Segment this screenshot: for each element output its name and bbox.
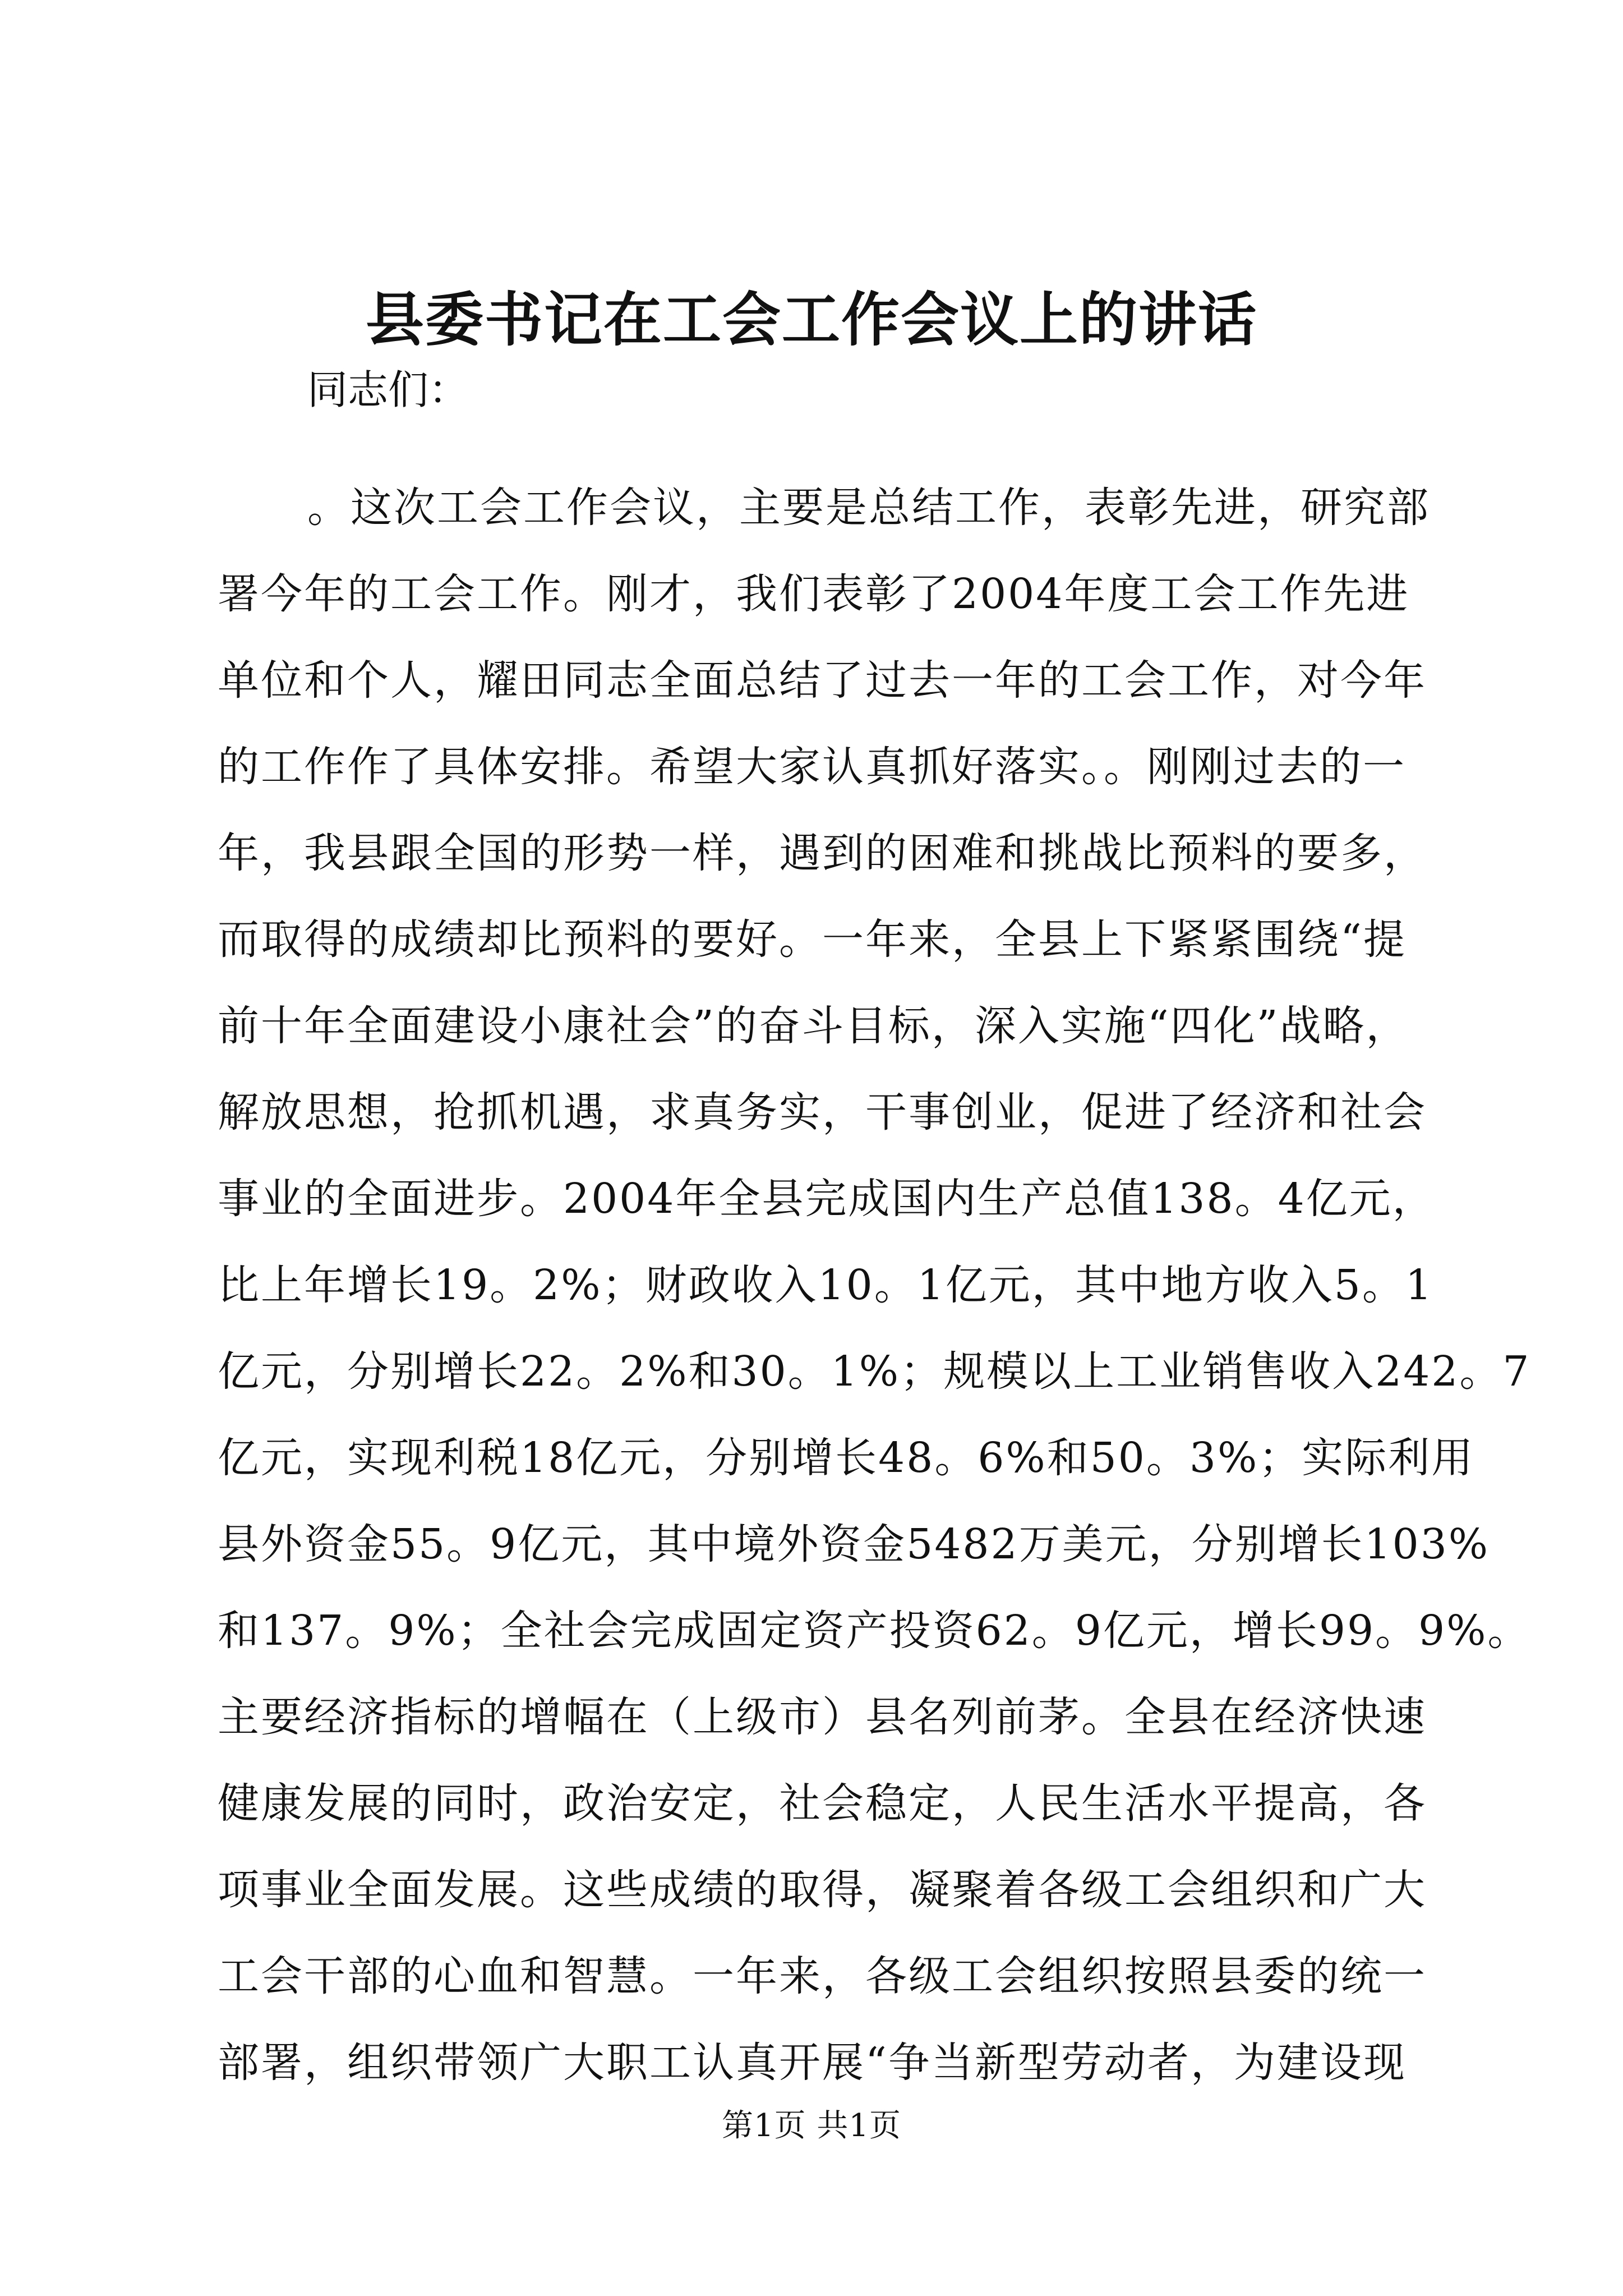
body-line: 比上年增长19。2%；财政收入10。1亿元，其中地方收入5。1 <box>218 1261 1433 1309</box>
body-line: 署今年的工会工作。刚才，我们表彰了2004年度工会工作先进 <box>218 570 1410 618</box>
salutation: 同志们： <box>307 366 469 413</box>
body-line: 事业的全面进步。2004年全县完成国内生产总值138。4亿元， <box>218 1175 1436 1223</box>
body-line: 项事业全面发展。这些成绩的取得，凝聚着各级工会组织和广大 <box>218 1866 1427 1914</box>
body-line: 前十年全面建设小康社会”的奋斗目标，深入实施“四化”战略， <box>218 1002 1409 1050</box>
body-line: 健康发展的同时，政治安定，社会稳定，人民生活水平提高，各 <box>218 1779 1427 1828</box>
body-text <box>218 464 1531 2106</box>
body-line: 亿元，实现利税18亿元，分别增长48。6%和50。3%；实际利用 <box>218 1434 1475 1482</box>
body-line: 。这次工会工作会议，主要是总结工作，表彰先进，研究部 <box>307 484 1430 532</box>
body-line: 和137。9%；全社会完成固定资产投资62。9亿元，增长99。9%。 <box>218 1607 1531 1655</box>
document-title: 县委书记在工会工作会议上的讲话 <box>365 285 1257 354</box>
page-footer: 第1页 共1页 <box>721 2108 902 2144</box>
body-line: 县外资金55。9亿元，其中境外资金5482万美元，分别增长103% <box>218 1520 1490 1568</box>
body-line: 年，我县跟全国的形势一样，遇到的困难和挑战比预料的要多， <box>218 829 1427 877</box>
body-line: 的工作作了具体安排。希望大家认真抓好落实。。刚刚过去的一 <box>218 743 1406 791</box>
body-line: 而取得的成绩却比预料的要好。一年来，全县上下紧紧围绕“提 <box>218 915 1407 964</box>
body-line: 部署，组织带领广大职工认真开展“争当新型劳动者，为建设现 <box>218 2039 1407 2087</box>
body-line: 工会干部的心血和智慧。一年来，各级工会组织按照县委的统一 <box>218 1952 1427 2000</box>
body-line: 亿元，分别增长22。2%和30。1%；规模以上工业销售收入242。7 <box>218 1347 1531 1396</box>
body-line: 单位和个人，耀田同志全面总结了过去一年的工会工作，对今年 <box>218 656 1427 705</box>
body-line: 解放思想，抢抓机遇，求真务实，干事创业，促进了经济和社会 <box>218 1088 1427 1137</box>
body-line: 主要经济指标的增幅在（上级市）县名列前茅。全县在经济快速 <box>218 1693 1427 1741</box>
